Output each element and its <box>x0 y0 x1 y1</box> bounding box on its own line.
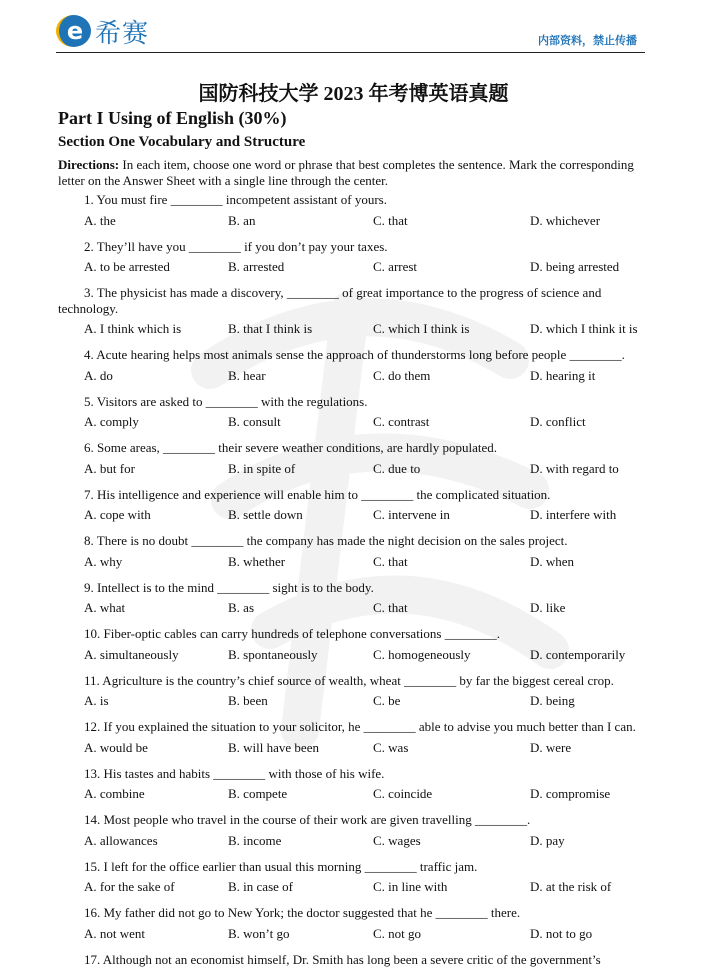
question-item <box>58 487 648 529</box>
question-item <box>58 952 648 968</box>
answer-option: B. in spite of <box>228 460 296 476</box>
answer-option: A. do <box>84 367 113 383</box>
answer-option: D. being arrested <box>530 259 620 274</box>
question-item <box>58 347 648 389</box>
answer-option: C. not go <box>373 925 422 941</box>
answer-option: D. pay <box>530 832 565 848</box>
answer-option: A. what <box>84 600 126 615</box>
answer-option: C. intervene in <box>373 507 450 522</box>
option-row <box>58 833 648 854</box>
question-item <box>58 533 648 575</box>
answer-option: B. won’t go <box>228 925 290 941</box>
answer-option: B. consult <box>228 414 281 429</box>
answer-option: D. hearing it <box>530 367 596 383</box>
page-header <box>56 10 645 53</box>
answer-option: B. spontaneously <box>228 646 318 662</box>
answer-option: C. due to <box>373 460 421 476</box>
question-item <box>58 766 648 808</box>
option-row <box>58 461 648 482</box>
question-stem: 2. They’ll have you ________ if you don’t pay your taxes. <box>84 238 388 254</box>
answer-option: B. as <box>228 600 254 615</box>
option-row <box>58 647 648 668</box>
option-row <box>58 879 648 900</box>
answer-option: B. been <box>228 693 268 708</box>
option-row <box>58 259 648 280</box>
answer-option: C. homogeneously <box>373 646 471 662</box>
directions-text: In each item, choose one word or phrase that best completes the sentence. Mark the corresponding letter on the Answer Sheet with a single line through the center. <box>58 157 634 188</box>
answer-option: B. arrested <box>228 259 285 274</box>
option-row <box>58 414 648 435</box>
answer-option: C. wages <box>373 832 421 848</box>
answer-option: D. interfere with <box>530 507 617 522</box>
option-row <box>58 740 648 761</box>
answer-option: C. that <box>373 600 408 615</box>
logo-e-icon: e <box>56 15 91 47</box>
question-stem: 11. Agriculture is the country’s chief source of wealth, wheat ________ by far the biggest cereal crop. <box>84 672 614 688</box>
answer-option: D. like <box>530 600 566 615</box>
answer-option: B. an <box>228 212 256 228</box>
answer-option: A. simultaneously <box>84 646 179 662</box>
question-stem: 3. The physicist has made a discovery, ________ of great importance to the progress of science and technology. <box>58 285 602 316</box>
question-stem: 4. Acute hearing helps most animals sense the approach of thunderstorms long before people ________. <box>84 347 625 362</box>
answer-option: C. contrast <box>373 414 430 429</box>
answer-option: A. comply <box>84 414 139 429</box>
question-stem: 14. Most people who travel in the course of their work are given travelling ________. <box>84 812 531 827</box>
answer-option: A. allowances <box>84 832 158 848</box>
answer-option: D. whichever <box>530 212 601 228</box>
answer-option: A. cope with <box>84 507 151 522</box>
answer-option: C. coincide <box>373 786 433 801</box>
answer-option: C. be <box>373 693 401 708</box>
question-stem: 15. I left for the office earlier than usual this morning ________ traffic jam. <box>84 858 478 874</box>
answer-option: B. settle down <box>228 507 303 522</box>
answer-option: D. compromise <box>530 786 611 801</box>
question-stem: 12. If you explained the situation to your solicitor, he ________ able to advise you much better than I can. <box>84 719 636 734</box>
answer-option: D. were <box>530 739 572 755</box>
answer-option: A. why <box>84 553 123 569</box>
answer-option: C. was <box>373 739 409 755</box>
question-list <box>58 192 648 972</box>
question-stem: 16. My father did not go to New York; the doctor suggested that he ________ there. <box>84 905 521 920</box>
answer-option: D. contemporarily <box>530 646 626 662</box>
answer-option: B. whether <box>228 553 286 569</box>
answer-option: A. for the sake of <box>84 879 175 894</box>
internal-note: 内部资料，禁止传播 <box>538 34 637 47</box>
answer-option: A. combine <box>84 786 145 801</box>
answer-option: C. arrest <box>373 259 418 274</box>
answer-option: B. hear <box>228 367 266 383</box>
question-item <box>58 394 648 436</box>
answer-option: C. that <box>373 212 408 228</box>
question-item <box>58 859 648 901</box>
answer-option: A. but for <box>84 460 135 476</box>
answer-option: A. I think which is <box>84 321 182 336</box>
option-row <box>58 368 648 389</box>
question-item <box>58 440 648 482</box>
xisai-logo <box>56 14 149 48</box>
question-item <box>58 285 648 342</box>
question-stem: 6. Some areas, ________ their severe weather conditions, are hardly populated. <box>84 440 497 455</box>
option-row <box>58 507 648 528</box>
question-item <box>58 719 648 761</box>
option-row <box>58 600 648 621</box>
logo-text: 希赛 <box>95 18 150 49</box>
answer-option: C. in line with <box>373 879 448 894</box>
option-row <box>58 554 648 575</box>
question-stem: 17. Although not an economist himself, Dr. Smith has long been a severe critic of the government’s <box>84 951 601 967</box>
option-row <box>58 321 648 342</box>
answer-option: D. with regard to <box>530 460 619 476</box>
question-item <box>58 192 648 234</box>
question-stem: 9. Intellect is to the mind ________ sight is to the body. <box>84 579 374 595</box>
answer-option: B. in case of <box>228 879 293 894</box>
question-stem: 13. His tastes and habits ________ with those of his wife. <box>84 765 385 781</box>
question-stem: 10. Fiber-optic cables can carry hundreds of telephone conversations ________. <box>84 626 500 641</box>
question-item <box>58 812 648 854</box>
answer-option: D. being <box>530 693 575 708</box>
answer-option: B. that I think is <box>228 321 313 336</box>
answer-option: A. to be arrested <box>84 259 170 274</box>
answer-option: C. that <box>373 553 408 569</box>
question-item <box>58 673 648 715</box>
answer-option: C. do them <box>373 367 431 383</box>
answer-option: D. at the risk of <box>530 879 612 894</box>
section-heading: Section One Vocabulary and Structure <box>58 134 306 150</box>
question-item <box>58 580 648 622</box>
answer-option: A. the <box>84 212 116 228</box>
question-stem: 8. There is no doubt ________ the company has made the night decision on the sales project. <box>84 533 568 548</box>
directions <box>58 157 648 188</box>
option-row <box>58 693 648 714</box>
page-title: 国防科技大学 2023 年考博英语真题 <box>198 83 509 105</box>
answer-option: B. will have been <box>228 739 319 755</box>
option-row <box>58 926 648 947</box>
question-stem: 1. You must fire ________ incompetent assistant of yours. <box>84 192 387 207</box>
directions-label: Directions: <box>58 157 120 172</box>
answer-option: D. conflict <box>530 414 586 429</box>
question-item <box>58 239 648 281</box>
part-heading: Part I Using of English (30%) <box>58 108 287 128</box>
question-stem: 7. His intelligence and experience will enable him to ________ the complicated situation. <box>84 486 551 502</box>
option-row <box>58 786 648 807</box>
answer-option: B. compete <box>228 786 288 801</box>
question-item <box>58 905 648 947</box>
option-row <box>58 213 648 234</box>
answer-option: A. would be <box>84 739 148 755</box>
answer-option: D. when <box>530 553 575 569</box>
answer-option: D. which I think it is <box>530 321 638 336</box>
answer-option: D. not to go <box>530 925 593 941</box>
answer-option: A. is <box>84 693 109 708</box>
answer-option: A. not went <box>84 925 146 941</box>
answer-option: B. income <box>228 832 282 848</box>
answer-option: C. which I think is <box>373 321 470 336</box>
question-stem: 5. Visitors are asked to ________ with the regulations. <box>84 393 368 409</box>
question-item <box>58 626 648 668</box>
